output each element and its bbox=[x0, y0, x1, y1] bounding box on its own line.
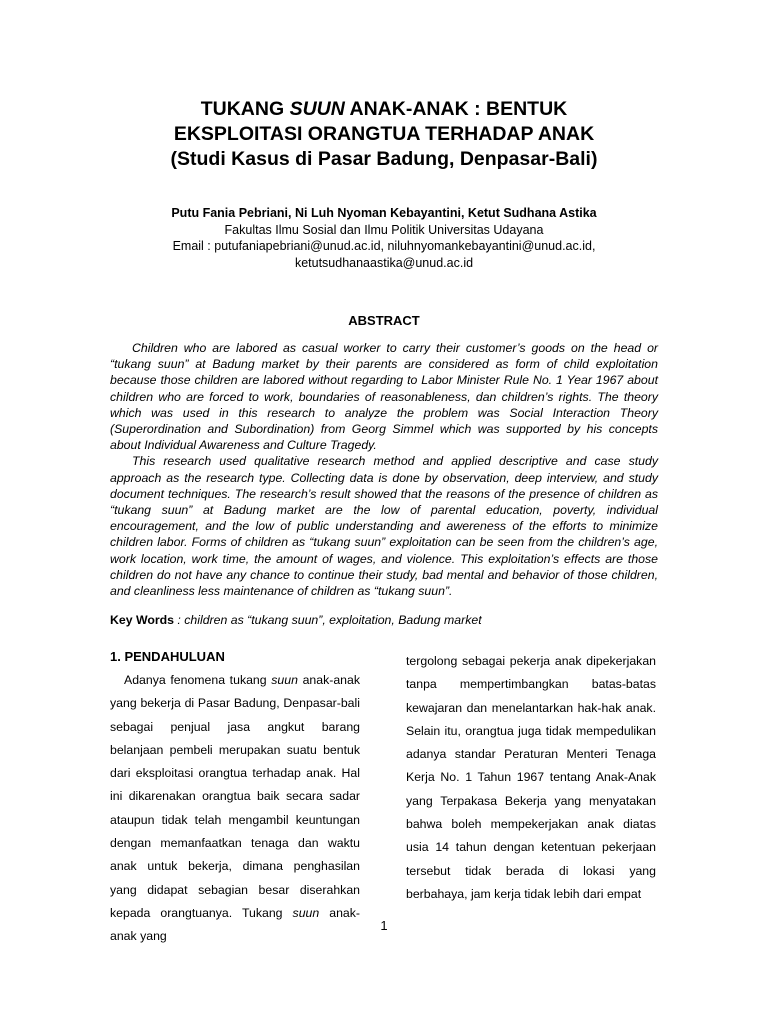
title-line-1: TUKANG SUUN ANAK-ANAK : BENTUK bbox=[200, 98, 568, 120]
email-line-1: Email : putufaniapebriani@unud.ac.id, niluhnyomankebayantini@unud.ac.id, bbox=[172, 239, 596, 253]
page-number: 1 bbox=[380, 918, 388, 933]
affiliation: Fakultas Ilmu Sosial dan Ilmu Politik Universitas Udayana bbox=[224, 222, 544, 237]
abstract-body bbox=[110, 340, 658, 599]
abstract-paragraph-1: Children who are labored as casual worker to carry their customer’s goods on the head or “tukang suun” at Badung market by their parents are considered as form of child exploitation because those children are labored without regarding to Labor Minister Rule No. 1 Year 1967 about children who are forced to work, boundaries of reasonableness, dan children’s rights. The theory which was used in this research to analyze the problem was Social Interaction Theory (Superordination and Subordination) from Georg Simmel which was supported by his concepts about Individual Awareness and Culture Tragedy. bbox=[110, 341, 658, 453]
paper-title bbox=[0, 97, 768, 172]
email-line-2: ketutsudhanaastika@unud.ac.id bbox=[294, 255, 474, 270]
abstract-paragraph-2: This research used qualitative research method and applied descriptive and case study approach as the research type. Collecting data is done by observation, deep interview, and study document techniques. The research’s result showed that the reasons of the presence of children as “tukang suun” at Badung market are the low of parental education, poverty, individual encouragement, and the low of public understanding and awereness of the efforts to minimize children labor. Forms of children as “tukang suun” exploitation can be seen from the children’s age, work location, work time, the amount of wages, and violence. This exploitation’s effects are those children do not have any chance to continue their study, bad mental and behavior of those children, and cleanliness less maintenance of children as “tukang suun”. bbox=[110, 454, 658, 599]
title-line-3: (Studi Kasus di Pasar Badung, Denpasar-Bali) bbox=[170, 148, 598, 170]
author-block bbox=[0, 205, 768, 271]
keywords-text: : children as “tukang suun”, exploitation, Badung market bbox=[174, 613, 482, 627]
body-column-right bbox=[406, 650, 656, 906]
keywords bbox=[110, 613, 670, 627]
intro-paragraph: Adanya fenomena tukang suun anak-anak yang bekerja di Pasar Badung, Denpasar-bali sebagai penjual jasa angkut barang belanjaan pembeli merupakan suatu bentuk dari eksploitasi orangtua terhadap anak. Hal ini dikarenakan orangtua baik secara sadar ataupun tidak telah mengambil keuntungan dengan memanfaatkan tenaga dan waktu anak untuk bekerja, dimana penghasilan yang didapat sebagian besar diserahkan kepada orangtuanya. Tukang suun anak-anak yang bbox=[110, 673, 361, 944]
keywords-label: Key Words bbox=[110, 613, 175, 627]
body-column-left bbox=[110, 648, 360, 949]
abstract-heading: ABSTRACT bbox=[348, 313, 420, 328]
author-names: Putu Fania Pebriani, Ni Luh Nyoman Kebayantini, Ketut Sudhana Astika bbox=[171, 206, 597, 220]
title-line-2: EKSPLOITASI ORANGTUA TERHADAP ANAK bbox=[173, 123, 595, 145]
intro-paragraph-continued: tergolong sebagai pekerja anak dipekerjakan tanpa mempertimbangkan batas-batas kewajaran dan menelantarkan hak-hak anak. Selain itu, orangtua juga tidak mempedulikan adanya standar Peraturan Menteri Tenaga Kerja No. 1 Tahun 1967 tentang Anak-Anak yang Terpakasa Bekerja yang menyatakan bahwa boleh mempekerjakan anak diatas usia 14 tahun dengan ketentuan pekerjaan tersebut tidak berada di lokasi yang berbahaya, jam kerja tidak lebih dari empat bbox=[406, 654, 656, 901]
section-heading: 1. PENDAHULUAN bbox=[110, 649, 225, 664]
